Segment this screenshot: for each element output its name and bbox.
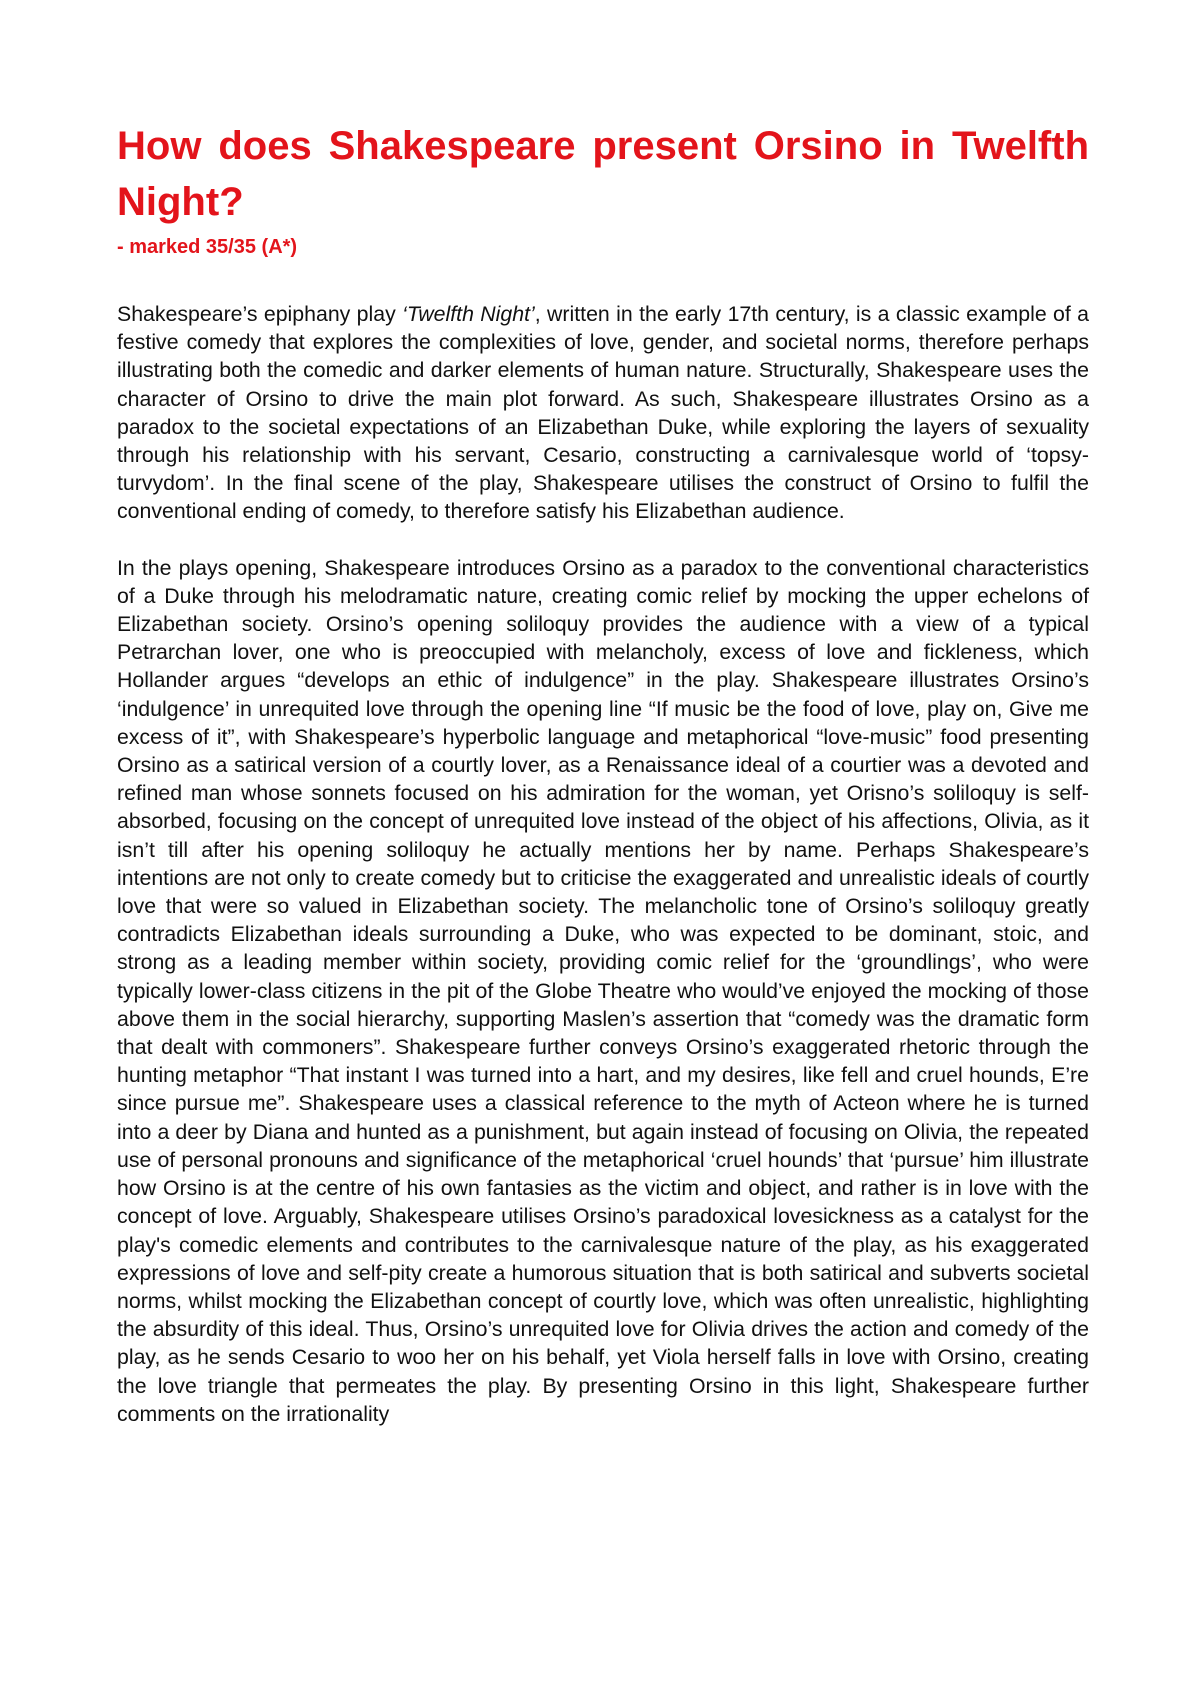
document-page bbox=[117, 118, 1089, 1428]
intro-paragraph bbox=[117, 300, 1089, 526]
play-title-italic: ‘Twelfth Night’ bbox=[402, 302, 535, 326]
intro-text-rest: , written in the early 17th century, is a classic example of a festive comedy that explores the complexities of love, gender, and societal norms, therefore perhaps illustrating both the comedic and darker elements of human nature. Structurally, Shakespeare uses the character of Orsino to drive the main plot forward. As such, Shakespeare illustrates Orsino as a paradox to the societal expectations of an Elizabethan Duke, while exploring the layers of sexuality through his relationship with his servant, Cesario, constructing a carnivalesque world of ‘topsy-turvydom’. In the final scene of the play, Shakespeare utilises the construct of Orsino to fulfil the conventional ending of comedy, to therefore satisfy his Elizabethan audience. bbox=[117, 302, 1090, 524]
body-paragraph: In the plays opening, Shakespeare introduces Orsino as a paradox to the conventional characteristics of a Duke through his melodramatic nature, creating comic relief by mocking the upper echelons of Elizabethan society. Orsino’s opening soliloquy provides the audience with a view of a typical Petrarchan lover, one who is preoccupied with melancholy, excess of love and fickleness, which Hollander argues “develops an ethic of indulgence” in the play. Shakespeare illustrates Orsino’s ‘indulgence’ in unrequited love through the opening line “If music be the food of love, play on, Give me excess of it”, with Shakespeare’s hyperbolic language and metaphorical “love-music” food presenting Orsino as a satirical version of a courtly lover, as a Renaissance ideal of a courtier was a devoted and refined man whose sonnets focused on his admiration for the woman, yet Orisno’s soliloquy is self-absorbed, focusing on the concept of unrequited love instead of the object of his affections, Olivia, as it isn’t till after his opening soliloquy he actually mentions her by name. Perhaps Shakespeare’s intentions are not only to create comedy but to criticise the exaggerated and unrealistic ideals of courtly love that were so valued in Elizabethan society. The melancholic tone of Orsino’s soliloquy greatly contradicts Elizabethan ideals surrounding a Duke, who was expected to be dominant, stoic, and strong as a leading member within society, providing comic relief for the ‘groundlings’, who were typically lower-class citizens in the pit of the Globe Theatre who would’ve enjoyed the mocking of those above them in the social hierarchy, supporting Maslen’s assertion that “comedy was the dramatic form that dealt with commoners”. Shakespeare further conveys Orsino’s exaggerated rhetoric through the hunting metaphor “That instant I was turned into a hart, and my desires, like fell and cruel hounds, E’re since pursue me”. Shakespeare uses a classical reference to the myth of Acteon where he is turned into a deer by Diana and hunted as a punishment, but again instead of focusing on Olivia, the repeated use of personal pronouns and significance of the metaphorical ‘cruel hounds’ that ‘pursue’ him illustrate how Orsino is at the centre of his own fantasies as the victim and object, and rather is in love with the concept of love. Arguably, Shakespeare utilises Orsino’s paradoxical lovesickness as a catalyst for the play's comedic elements and contributes to the carnivalesque nature of the play, as his exaggerated expressions of love and self-pity create a humorous situation that is both satirical and subverts societal norms, whilst mocking the Elizabethan concept of courtly love, which was often unrealistic, highlighting the absurdity of this ideal. Thus, Orsino’s unrequited love for Olivia drives the action and comedy of the play, as he sends Cesario to woo her on his behalf, yet Viola herself falls in love with Orsino, creating the love triangle that permeates the play. By presenting Orsino in this light, Shakespeare further comments on the irrationality bbox=[117, 555, 1089, 1426]
essay-title: How does Shakespeare present Orsino in Twelfth Night? bbox=[117, 124, 1089, 224]
grade-subtitle: - marked 35/35 (A*) bbox=[117, 236, 298, 258]
intro-text-start: Shakespeare’s epiphany play bbox=[117, 302, 403, 326]
